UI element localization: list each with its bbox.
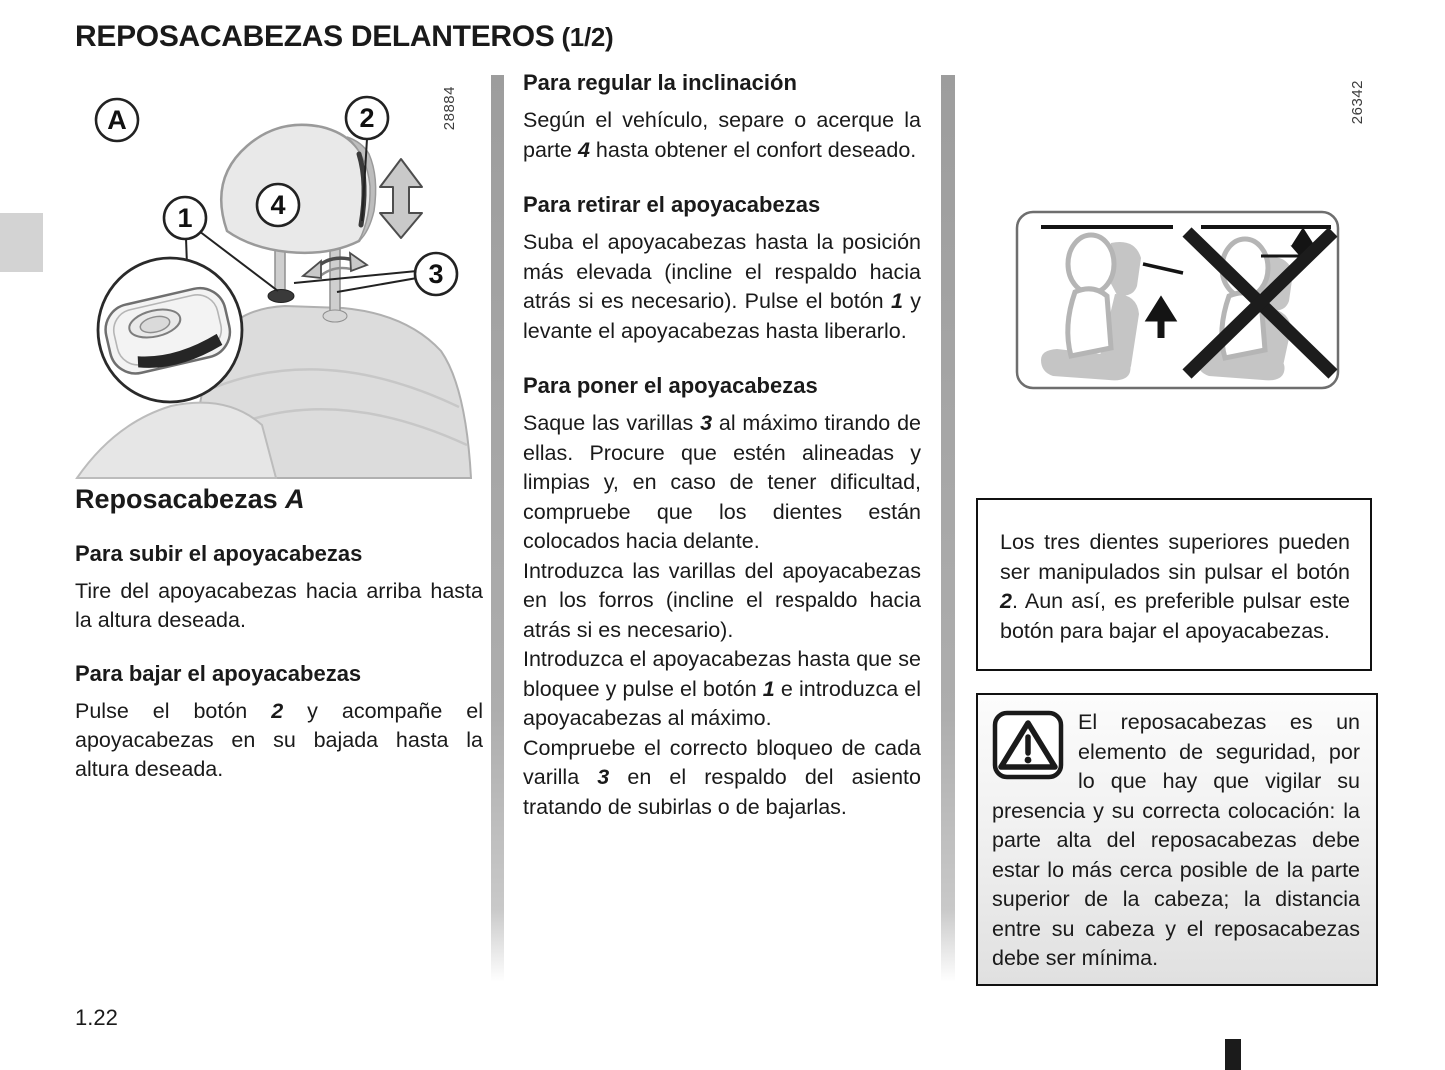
callout-3-text: 3 <box>428 259 444 289</box>
column-divider-right <box>941 75 955 982</box>
torso-silhouette <box>1068 289 1111 356</box>
install-headrest-heading: Para poner el apoyacabezas <box>523 373 818 398</box>
up-down-arrow-icon <box>380 159 422 238</box>
lower-headrest-paragraph: Pulse el botón 2 y acompañe el apoyacabezas en su bajada hasta la altura deseada. <box>75 699 483 781</box>
page-edge-marker <box>1225 1039 1241 1070</box>
install-headrest-paragraph-3: Introduzca el apoyacabezas hasta que se bloquee y pulse el botón 1 e introduzca el apoyacabezas al máximo. <box>523 647 922 730</box>
head-position-diagram <box>1015 210 1340 390</box>
callout-1-text: 1 <box>177 203 193 233</box>
note-box <box>976 498 1372 671</box>
note-box-paragraph: Los tres dientes superiores pueden ser manipulados sin pulsar el botón 2. Aun así, es preferible pulsar este botón para bajar el apoyacabezas. <box>1000 530 1350 643</box>
tilt-arrow-head-left <box>303 261 321 278</box>
section-edge-tab <box>0 213 43 272</box>
rod-guide-left <box>268 290 294 303</box>
install-headrest-paragraph-2: Introduzca las varillas del apoyacabezas en los forros (incline el respaldo hacia atrás si es necesario). <box>523 558 921 642</box>
left-column-text <box>75 484 483 784</box>
remove-headrest-section <box>523 228 921 346</box>
page-title-suffix: (1/2) <box>554 22 614 52</box>
headrest-rod-right <box>330 245 340 317</box>
raise-headrest-heading: Para subir el apoyacabezas <box>75 541 363 566</box>
seat-cushion-shape <box>77 403 276 478</box>
headrest-a-heading: Reposacabezas A <box>75 484 305 514</box>
column-divider-left <box>491 75 504 982</box>
remove-headrest-heading: Para retirar el apoyacabezas <box>523 192 821 217</box>
install-headrest-paragraph-4: Compruebe el correcto bloqueo de cada varilla 3 en el respaldo del asiento tratando de subirlas o de bajarlas. <box>523 735 921 819</box>
tilt-arrow-head-right <box>350 253 367 271</box>
page-title <box>75 20 613 54</box>
figure-reference-code: 26342 <box>1349 80 1366 125</box>
headrest-diagram <box>75 85 480 479</box>
rod-guide-right <box>323 310 347 322</box>
figure-reference-code: 28884 <box>441 86 458 131</box>
adjust-tilt-heading: Para regular la inclinación <box>523 70 797 95</box>
raise-headrest-paragraph: Tire del apoyacabezas hacia arriba hasta la altura deseada. <box>75 579 483 632</box>
warning-box <box>976 693 1378 986</box>
adjust-tilt-paragraph: Según el vehículo, separe o acerque la parte 4 hasta obtener el confort deseado. <box>523 108 921 162</box>
page-title-main: REPOSACABEZAS DELANTEROS <box>75 20 555 53</box>
headrest-shape <box>221 125 371 253</box>
adjust-tilt-section <box>523 106 921 165</box>
warning-box-paragraph: El reposacabezas es un elemento de seguridad, por lo que hay que vigilar su presencia y su correcta colocación: la parte alta del reposacabezas debe estar lo más cerca posible de la parte superior de la cabeza; la distancia entre su cabeza y el reposacabezas debe ser mínima. <box>992 710 1360 970</box>
head-silhouette <box>1068 235 1114 293</box>
page-number: 1.22 <box>75 1005 118 1030</box>
lower-headrest-heading: Para bajar el apoyacabezas <box>75 661 362 686</box>
middle-column-text <box>523 70 921 822</box>
callout-2-text: 2 <box>359 103 375 133</box>
remove-headrest-paragraph: Suba el apoyacabezas hasta la posición más elevada (incline el respaldo hacia atrás si es necesario). Pulse el botón 1 y levante el apoyacabezas hasta liberarlo. <box>523 230 921 343</box>
warning-triangle-icon <box>992 710 1064 780</box>
callout-4-text: 4 <box>270 190 286 220</box>
figure-label-a-text: A <box>107 105 127 135</box>
install-headrest-paragraph-1: Saque las varillas 3 al máximo tirando de ellas. Procure que estén alineadas y limpias y, en caso de tener dificultad, compruebe que los dientes están colocados hacia delante. <box>523 411 922 553</box>
install-headrest-section <box>523 409 921 822</box>
callout-3-leader-right <box>337 278 417 292</box>
